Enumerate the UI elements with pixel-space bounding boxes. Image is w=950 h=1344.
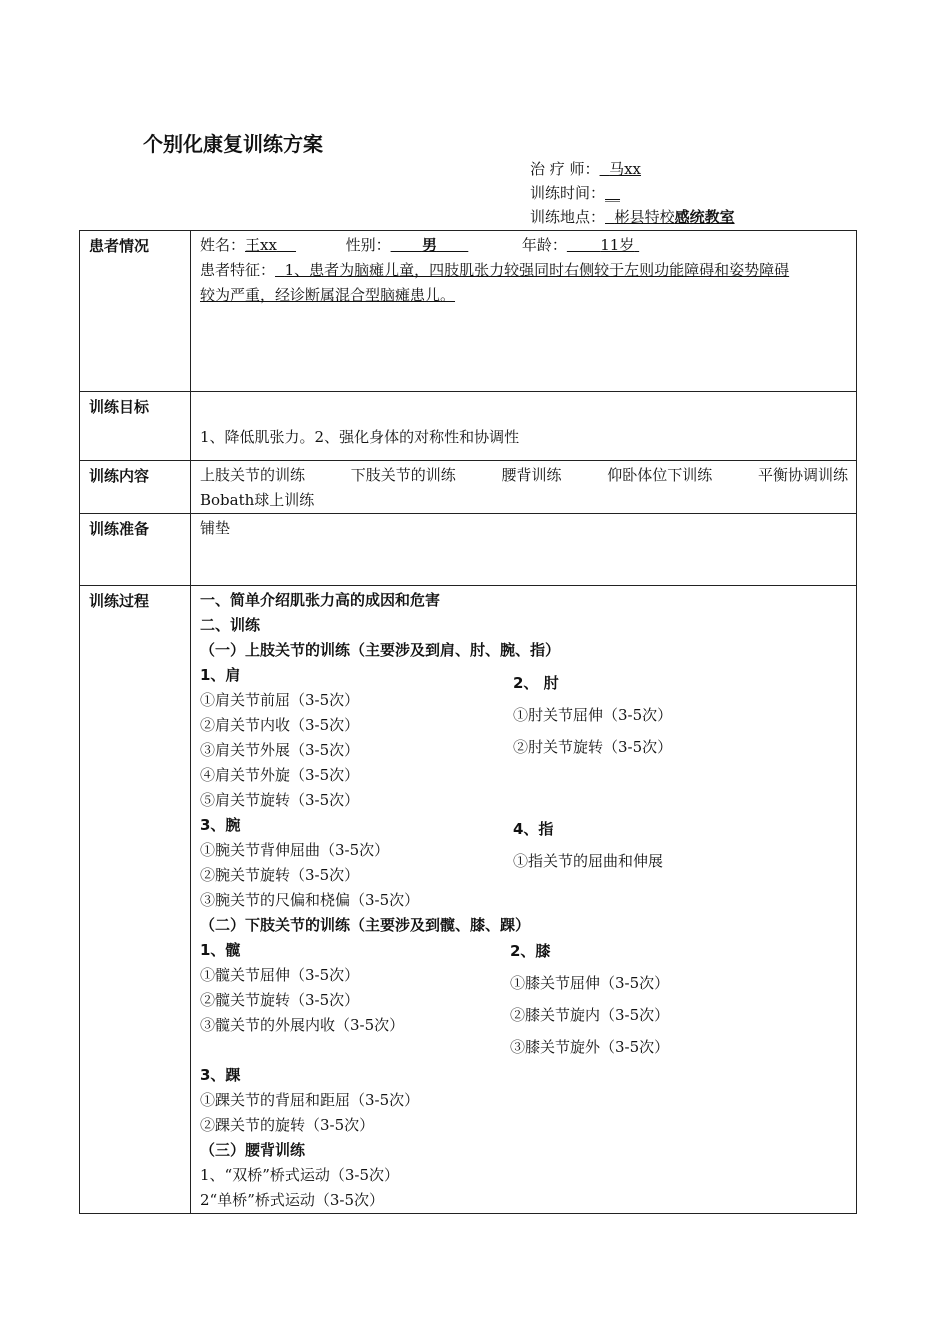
training-time-value: __ — [605, 184, 621, 202]
therapist-line — [530, 158, 641, 179]
contents-item: 下肢关节的训练 — [350, 466, 456, 484]
process-cell — [191, 586, 857, 1214]
wrist-title: 3、腕 — [200, 816, 241, 834]
training-place-label: 训练地点： — [530, 208, 606, 226]
back-training-title: （三）腰背训练 — [200, 1141, 306, 1159]
elbow-title: 2、 肘 — [513, 674, 559, 692]
process-row — [80, 586, 857, 1214]
contents-cell — [191, 461, 857, 514]
name-value: 王xx — [245, 236, 277, 254]
training-time-label: 训练时间： — [530, 184, 606, 202]
hip-item: ②髋关节旋转（3-5次） — [200, 991, 360, 1009]
contents-item: 仰卧体位下训练 — [607, 466, 713, 484]
document-title: 个别化康复训练方案 — [143, 132, 323, 156]
patient-basic-line — [200, 233, 848, 258]
back-training-item: 2“单桥”桥式运动（3-5次） — [200, 1191, 385, 1209]
prep-label: 训练准备 — [80, 514, 191, 586]
contents-item: 平衡协调训练 — [757, 466, 848, 484]
lower-block — [200, 938, 848, 1138]
knee-item: ②膝关节旋内（3-5次） — [510, 1006, 670, 1024]
shoulder-item: ⑤肩关节旋转（3-5次） — [200, 791, 360, 809]
patient-row — [80, 231, 857, 392]
finger-title: 4、指 — [513, 820, 554, 838]
therapist-value: 马xx — [609, 160, 642, 178]
patient-info-cell — [191, 231, 857, 392]
contents-label: 训练内容 — [80, 461, 191, 514]
feature-text-1: 1、患者为脑瘫儿童，四肢肌张力较强同时右侧较于左则功能障碍和姿势障碍 — [284, 261, 790, 279]
patient-section-label: 患者情况 — [80, 231, 191, 392]
spacer — [200, 1038, 513, 1063]
contents-line2: Bobath球上训练 — [200, 491, 315, 509]
wrist-column — [200, 813, 513, 913]
shoulder-item: ③肩关节外展（3-5次） — [200, 741, 360, 759]
upper-block-2 — [200, 813, 848, 913]
wrist-item: ③腕关节的尺偏和桡偏（3-5次） — [200, 891, 420, 909]
patient-feature-line — [200, 258, 848, 283]
age-label: 年龄： — [521, 236, 567, 254]
hip-item: ③髋关节的外展内收（3-5次） — [200, 1016, 405, 1034]
ankle-title: 3、踝 — [200, 1066, 241, 1084]
age-value: 11岁 — [600, 236, 635, 254]
prep-cell — [191, 514, 857, 586]
back-training-item: 1、“双桥”桥式运动（3-5次） — [200, 1166, 400, 1184]
process-label: 训练过程 — [80, 586, 191, 1214]
knee-item: ①膝关节屈伸（3-5次） — [510, 974, 670, 992]
elbow-column — [513, 663, 848, 813]
gender-label: 性别： — [345, 236, 391, 254]
ankle-item: ①踝关节的背屈和距屈（3-5次） — [200, 1091, 420, 1109]
process-heading-1: 一、简单介绍肌张力高的成因和危害 — [200, 591, 441, 609]
contents-item: 腰背训练 — [501, 466, 562, 484]
hip-title: 1、髋 — [200, 941, 241, 959]
name-label: 姓名： — [200, 236, 246, 254]
shoulder-title: 1、肩 — [200, 666, 241, 684]
shoulder-column — [200, 663, 513, 813]
upper-limb-title: （一）上肢关节的训练（主要涉及到肩、肘、腕、指） — [200, 641, 561, 659]
plan-table — [79, 230, 857, 1214]
elbow-item: ①肘关节屈伸（3-5次） — [513, 706, 673, 724]
prep-text: 铺垫 — [200, 519, 231, 537]
feature-text-2: 较为严重，经诊断属混合型脑瘫患儿。 — [200, 286, 456, 304]
knee-item: ③膝关节旋外（3-5次） — [510, 1038, 670, 1056]
lower-limb-title: （二）下肢关节的训练（主要涉及到髋、膝、踝） — [200, 916, 531, 934]
training-place-line — [530, 206, 735, 227]
therapist-label: 治 疗 师： — [530, 160, 600, 178]
knee-title: 2、膝 — [510, 942, 551, 960]
knee-column — [510, 938, 848, 1138]
goal-row — [80, 392, 857, 461]
elbow-item: ②肘关节旋转（3-5次） — [513, 738, 673, 756]
gender-value: 男 — [421, 236, 437, 254]
training-time-line — [530, 182, 620, 203]
feature-label: 患者特征： — [200, 261, 276, 279]
training-place-value: 彬县特校感统教室 — [614, 208, 735, 226]
goal-text: 1、降低肌张力。2、强化身体的对称性和协调性 — [200, 428, 520, 446]
contents-row — [80, 461, 857, 514]
contents-items — [200, 463, 848, 488]
goal-label: 训练目标 — [80, 392, 191, 461]
goal-cell — [191, 392, 857, 461]
contents-item: 上肢关节的训练 — [200, 466, 306, 484]
hip-item: ①髋关节屈伸（3-5次） — [200, 966, 360, 984]
shoulder-item: ②肩关节内收（3-5次） — [200, 716, 360, 734]
ankle-item: ②踝关节的旋转（3-5次） — [200, 1116, 375, 1134]
wrist-item: ②腕关节旋转（3-5次） — [200, 866, 360, 884]
finger-item: ①指关节的屈曲和伸展 — [513, 852, 664, 870]
shoulder-item: ④肩关节外旋（3-5次） — [200, 766, 360, 784]
process-heading-2: 二、训练 — [200, 616, 261, 634]
shoulder-item: ①肩关节前屈（3-5次） — [200, 691, 360, 709]
prep-row — [80, 514, 857, 586]
finger-column — [513, 813, 848, 913]
upper-block-1 — [200, 663, 848, 813]
wrist-item: ①腕关节背伸屈曲（3-5次） — [200, 841, 390, 859]
hip-ankle-column — [200, 938, 513, 1138]
